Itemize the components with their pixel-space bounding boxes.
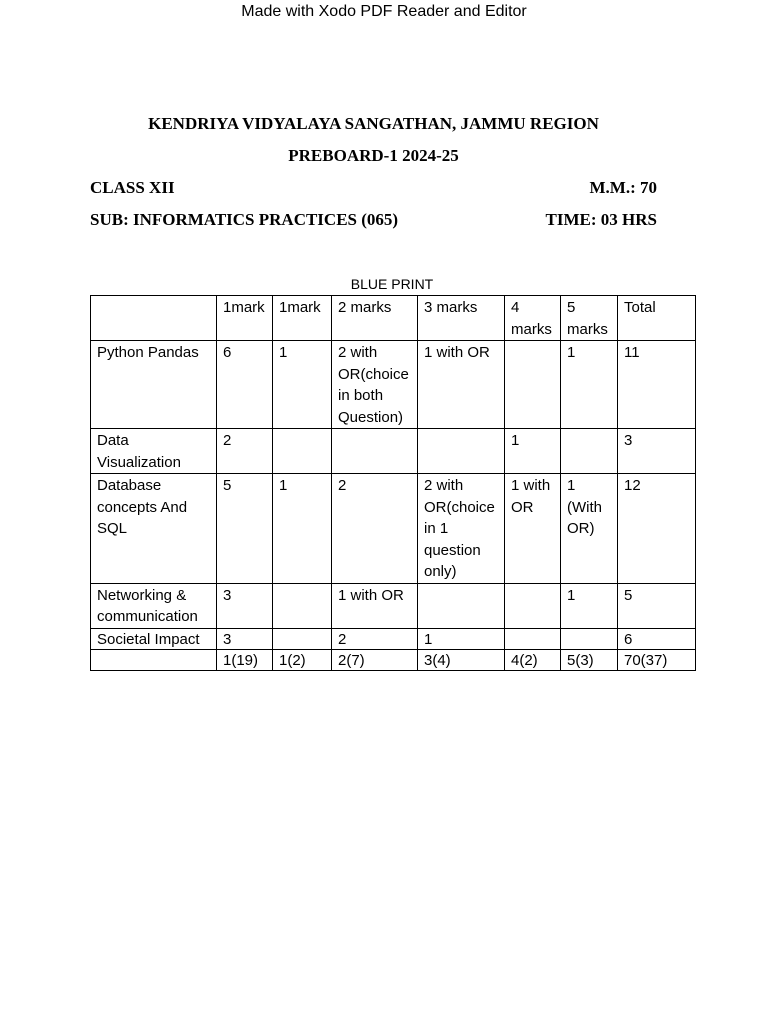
table-cell: 1 <box>273 474 332 584</box>
totals-cell: 2(7) <box>332 649 418 670</box>
organization-title: KENDRIYA VIDYALAYA SANGATHAN, JAMMU REGION <box>148 114 599 133</box>
class-label: CLASS XII <box>90 178 175 197</box>
table-cell <box>418 429 505 474</box>
table-cell-total: 6 <box>618 628 696 649</box>
table-cell: 1 with OR <box>505 474 561 584</box>
table-cell <box>561 628 618 649</box>
header-cell-blank <box>91 296 217 341</box>
totals-label <box>91 649 217 670</box>
totals-cell-grand: 70(37) <box>618 649 696 670</box>
table-cell <box>505 628 561 649</box>
exam-title: PREBOARD-1 2024-25 <box>288 146 459 165</box>
table-cell: 1 (With OR) <box>561 474 618 584</box>
table-cell <box>505 583 561 628</box>
totals-cell: 4(2) <box>505 649 561 670</box>
table-row <box>91 474 696 584</box>
subject-time-line <box>90 210 657 230</box>
totals-cell: 3(4) <box>418 649 505 670</box>
row-label: Database concepts And SQL <box>91 474 217 584</box>
table-cell: 3 <box>217 628 273 649</box>
header-cell-total: Total <box>618 296 696 341</box>
table-cell <box>561 429 618 474</box>
table-cell: 1 with OR <box>332 583 418 628</box>
table-cell-total: 12 <box>618 474 696 584</box>
table-cell <box>273 628 332 649</box>
table-row <box>91 341 696 429</box>
table-cell: 6 <box>217 341 273 429</box>
table-cell: 1 <box>505 429 561 474</box>
table-cell-total: 11 <box>618 341 696 429</box>
table-cell-total: 3 <box>618 429 696 474</box>
totals-cell: 1(2) <box>273 649 332 670</box>
header-cell-3marks: 3 marks <box>418 296 505 341</box>
header-cell-5marks: 5 marks <box>561 296 618 341</box>
row-label: Networking & communication <box>91 583 217 628</box>
max-marks-label: M.M.: 70 <box>589 178 657 197</box>
header-cell-1mark-b: 1mark <box>273 296 332 341</box>
table-cell <box>273 583 332 628</box>
blueprint-table <box>90 295 696 671</box>
header-cell-1mark: 1mark <box>217 296 273 341</box>
table-cell: 1 with OR <box>418 341 505 429</box>
table-cell: 1 <box>561 583 618 628</box>
row-label: Python Pandas <box>91 341 217 429</box>
header-cell-2marks: 2 marks <box>332 296 418 341</box>
table-cell: 2 <box>217 429 273 474</box>
header-cell-4marks: 4 marks <box>505 296 561 341</box>
row-label: Data Visualization <box>91 429 217 474</box>
table-row <box>91 429 696 474</box>
table-cell: 5 <box>217 474 273 584</box>
totals-row <box>91 649 696 670</box>
table-cell: 2 <box>332 474 418 584</box>
table-cell: 3 <box>217 583 273 628</box>
subject-label: SUB: INFORMATICS PRACTICES (065) <box>90 210 399 229</box>
totals-cell: 5(3) <box>561 649 618 670</box>
table-row <box>91 583 696 628</box>
time-label: TIME: 03 HRS <box>545 210 657 229</box>
table-cell <box>273 429 332 474</box>
row-label: Societal Impact <box>91 628 217 649</box>
class-marks-line <box>90 178 657 198</box>
table-cell: 2 with OR(choice in 1 question only) <box>418 474 505 584</box>
watermark-text: Made with Xodo PDF Reader and Editor <box>241 3 527 20</box>
table-row <box>91 628 696 649</box>
table-cell <box>332 429 418 474</box>
table-cell: 2 <box>332 628 418 649</box>
table-cell <box>418 583 505 628</box>
table-cell: 2 with OR(choice in both Question) <box>332 341 418 429</box>
blueprint-title: BLUE PRINT <box>350 276 434 292</box>
table-cell-total: 5 <box>618 583 696 628</box>
table-cell <box>505 341 561 429</box>
table-header-row <box>91 296 696 341</box>
totals-cell: 1(19) <box>217 649 273 670</box>
table-cell: 1 <box>418 628 505 649</box>
table-cell: 1 <box>561 341 618 429</box>
table-cell: 1 <box>273 341 332 429</box>
